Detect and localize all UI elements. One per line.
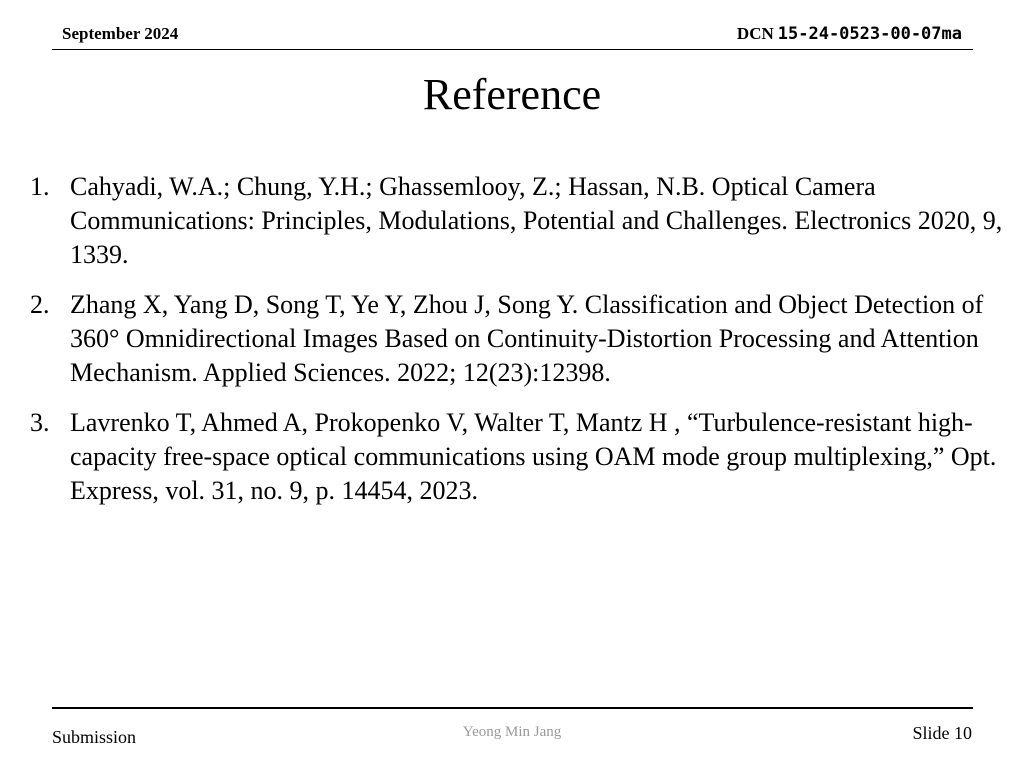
slide-number: Slide 10 bbox=[912, 723, 972, 743]
slide-title: Reference bbox=[422, 70, 602, 119]
reference-item bbox=[30, 170, 1005, 272]
dcn-number: 15-24-0523-00-07ma bbox=[777, 24, 962, 44]
dcn-label: DCN bbox=[736, 24, 774, 43]
reference-number: 3. bbox=[30, 408, 50, 437]
reference-item bbox=[30, 288, 1005, 390]
footer-divider bbox=[52, 707, 973, 709]
reference-list bbox=[30, 170, 1005, 524]
reference-item bbox=[30, 406, 1005, 508]
reference-number: 2. bbox=[30, 290, 50, 319]
reference-number: 1. bbox=[30, 172, 50, 201]
reference-text: Zhang X, Yang D, Song T, Ye Y, Zhou J, Song Y. Classification and Object Detection of 360° Omnidirectional Images Based on Continuity-Distortion Processing and Attention Mechanism. Applied Sciences. 2022; 12(23):12398. bbox=[70, 290, 984, 387]
footer-author: Yeong Min Jang bbox=[462, 724, 562, 740]
footer-submission: Submission bbox=[52, 727, 137, 747]
header-divider bbox=[52, 49, 973, 50]
reference-text: Lavrenko T, Ahmed A, Prokopenko V, Walter T, Mantz H , “Turbulence-resistant high-capacity free-space optical communications using OAM mode group multiplexing,” Opt. Express, vol. 31, no. 9, p. 14454, 2023. bbox=[70, 408, 997, 505]
header-dcn bbox=[737, 24, 962, 44]
header-date: September 2024 bbox=[62, 24, 179, 43]
reference-text: Cahyadi, W.A.; Chung, Y.H.; Ghassemlooy, Z.; Hassan, N.B. Optical Camera Communications: Principles, Modulations, Potential and Challenges. Electronics 2020, 9, 1339. bbox=[70, 172, 1003, 269]
